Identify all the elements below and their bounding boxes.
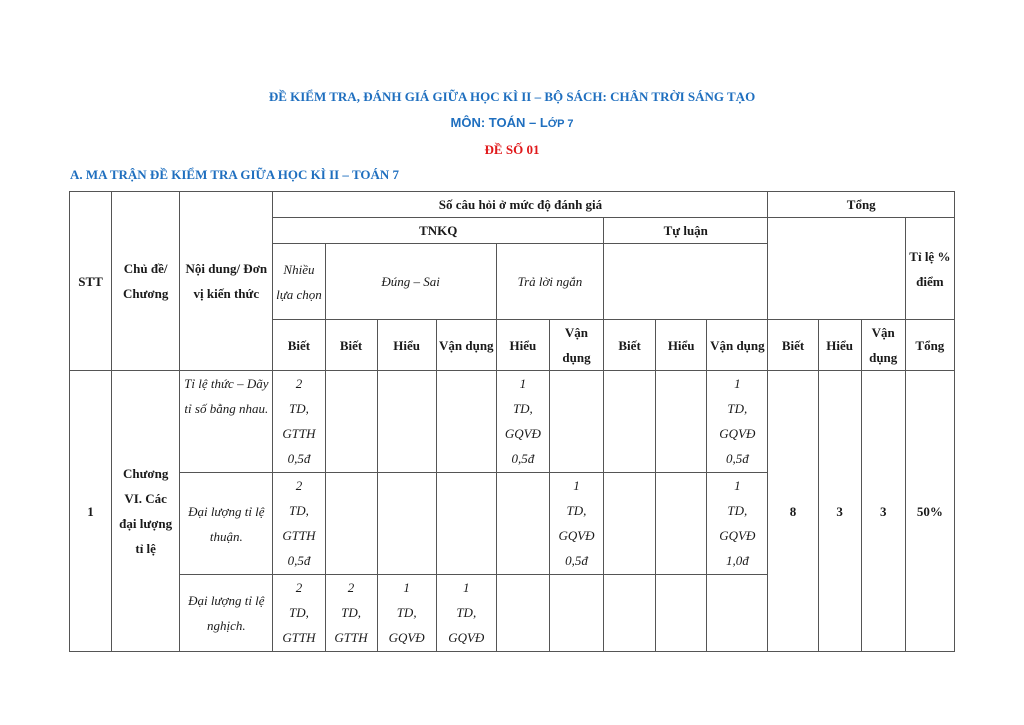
empty-cell [325, 473, 377, 575]
empty-cell [549, 575, 603, 652]
cell-line: TD, [289, 503, 309, 518]
exam-matrix-table [69, 191, 955, 652]
total-van-dung: 3 [861, 371, 905, 652]
total-biet: 8 [768, 371, 818, 652]
empty-cell [377, 473, 436, 575]
document-title: ĐỀ KIỂM TRA, ĐÁNH GIÁ GIỮA HỌC KÌ II – BỘ SÁCH: CHÂN TRỜI SÁNG TẠO [268, 89, 756, 104]
level-header: Hiểu [818, 320, 861, 371]
cell-line: 2 [295, 478, 303, 493]
header-tra-loi-ngan: Trả lời ngắn [496, 244, 603, 320]
empty-cell [656, 575, 707, 652]
cell-line: 1 [734, 376, 741, 391]
cell-ds-van-dung [436, 575, 496, 652]
cell-line: 0,5đ [287, 553, 311, 568]
row-noi-dung: Tỉ lệ thức – Dãy tỉ số bằng nhau. [180, 371, 273, 473]
cell-line: GQVĐ [719, 528, 756, 543]
header-tu-luan-blank [604, 244, 768, 320]
header-chu-de: Chủ đề/ Chương [112, 192, 180, 371]
level-header: Biết [325, 320, 377, 371]
empty-cell [707, 575, 768, 652]
cell-line: 2 [295, 376, 303, 391]
total-hieu: 3 [818, 371, 861, 652]
empty-cell [604, 473, 656, 575]
subject-title-main: MÔN: TOÁN – L [450, 115, 548, 130]
header-tnkq: TNKQ [273, 218, 604, 244]
level-header: Biết [604, 320, 656, 371]
level-header: Hiểu [496, 320, 549, 371]
header-nhieu-lua-chon: Nhiều lựa chọn [273, 244, 325, 320]
cell-line: TD, [512, 401, 533, 416]
cell-line: GQVĐ [448, 630, 485, 645]
cell-line: GTTH [282, 426, 316, 441]
cell-line: GTTH [282, 528, 316, 543]
cell-line: TD, [727, 401, 748, 416]
group-stt: 1 [70, 371, 112, 652]
cell-line: TD, [396, 605, 417, 620]
level-header: Hiểu [377, 320, 436, 371]
header-stt: STT [70, 192, 112, 371]
cell-line: 2 [295, 580, 303, 595]
total-ti-le: 50% [905, 371, 954, 652]
level-header: Tổng [905, 320, 954, 371]
header-dung-sai: Đúng – Sai [325, 244, 496, 320]
subject-title-tail: ỚP 7 [547, 118, 574, 130]
level-header: Vận dụng [707, 320, 768, 371]
cell-line: TD, [289, 401, 309, 416]
cell-line: GTTH [334, 630, 368, 645]
cell-nlc-biet [273, 473, 325, 575]
cell-line: 1,0đ [725, 553, 749, 568]
cell-tl-van-dung [707, 371, 768, 473]
header-ti-le: Tỉ lệ % điểm [905, 218, 954, 320]
level-header: Vận dụng [549, 320, 603, 371]
empty-cell [656, 371, 707, 473]
exam-number: ĐỀ SỐ 01 [484, 142, 540, 157]
empty-cell [496, 473, 549, 575]
section-a-heading: A. MA TRẬN ĐỀ KIỂM TRA GIỮA HỌC KÌ II – TOÁN 7 [70, 167, 400, 182]
row-noi-dung: Đại lượng tỉ lệ nghịch. [180, 575, 273, 652]
cell-line: 1 [573, 478, 580, 493]
cell-nlc-biet [273, 575, 325, 652]
cell-ds-biet [325, 575, 377, 652]
group-chu-de: Chương VI. Các đại lượng tỉ lệ [112, 371, 180, 652]
cell-line: 1 [519, 376, 527, 391]
empty-cell [436, 371, 496, 473]
cell-ds-hieu [377, 575, 436, 652]
row-noi-dung: Đại lượng tỉ lệ thuận. [180, 473, 273, 575]
cell-line: 1 [734, 478, 741, 493]
empty-cell [436, 473, 496, 575]
cell-line: 0,5đ [511, 451, 535, 466]
empty-cell [604, 371, 656, 473]
cell-line: TD, [341, 605, 361, 620]
level-header: Biết [768, 320, 818, 371]
cell-line: TD, [727, 503, 748, 518]
level-header: Vận dụng [861, 320, 905, 371]
empty-cell [325, 371, 377, 473]
cell-line: TD, [566, 503, 587, 518]
empty-cell [496, 575, 549, 652]
header-tong-blank [768, 218, 905, 320]
cell-line: TD, [289, 605, 309, 620]
empty-cell [377, 371, 436, 473]
subject-title [0, 115, 1024, 130]
cell-line: 1 [463, 580, 470, 595]
header-tong: Tổng [768, 192, 955, 218]
header-noi-dung: Nội dung/ Đơn vị kiến thức [180, 192, 273, 371]
cell-line: GQVĐ [719, 426, 756, 441]
cell-nlc-biet [273, 371, 325, 473]
cell-line: GQVĐ [504, 426, 541, 441]
cell-line: 2 [347, 580, 355, 595]
cell-line: GTTH [282, 630, 316, 645]
cell-line: GQVĐ [388, 630, 425, 645]
level-header: Hiểu [656, 320, 707, 371]
empty-cell [656, 473, 707, 575]
cell-line: TD, [456, 605, 477, 620]
cell-tln-hieu [496, 371, 549, 473]
cell-tl-van-dung [707, 473, 768, 575]
cell-line: 0,5đ [725, 451, 749, 466]
cell-line: GQVĐ [558, 528, 595, 543]
level-header: Biết [273, 320, 325, 371]
cell-line: 0,5đ [565, 553, 588, 568]
cell-line: 1 [403, 580, 410, 595]
cell-tln-van-dung [549, 473, 603, 575]
level-header: Vận dụng [436, 320, 496, 371]
empty-cell [604, 575, 656, 652]
cell-line: 0,5đ [287, 451, 311, 466]
header-so-cau: Số câu hỏi ở mức độ đánh giá [273, 192, 768, 218]
header-tu-luan: Tự luận [604, 218, 768, 244]
empty-cell [549, 371, 603, 473]
